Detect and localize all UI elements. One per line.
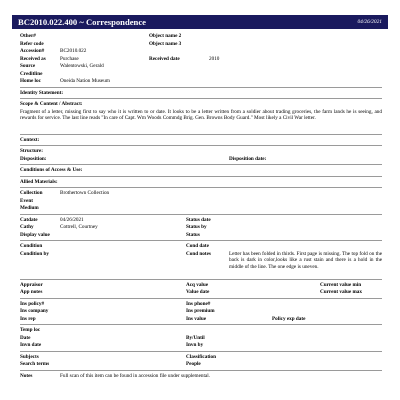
refer-code-label: Refer code [20, 40, 44, 47]
divider [20, 279, 382, 280]
allied-materials-label: Allied Materials: [20, 178, 58, 185]
record-title: BC2010.022.400 ~ Correspondence [18, 16, 146, 27]
app-notes-label: App notes [20, 289, 43, 295]
divider [20, 145, 382, 146]
subjects-label: Subjects [20, 353, 39, 360]
event-label: Event [20, 197, 33, 204]
record-body [20, 33, 382, 380]
condition-label: Condition [20, 243, 43, 249]
current-value-min-label: Current value min [320, 281, 362, 288]
ins-policy-label: Ins policy# [20, 300, 45, 307]
other-label: Other# [20, 33, 36, 39]
ins-premium-label: Ins premium [186, 308, 215, 314]
collection-value: Brothertown Collection [60, 190, 110, 196]
condition-by-label: Condition by [20, 250, 49, 257]
divider [20, 351, 382, 352]
cathy-label: Cathy [20, 224, 34, 230]
status-label: Status [186, 231, 200, 238]
notes-value: Full scan of this item can be found in accession file under supplemental. [60, 372, 210, 379]
received-as-label: Received as [20, 55, 46, 62]
divider [20, 176, 382, 177]
medium-label: Medium [20, 205, 39, 211]
divider [20, 298, 382, 299]
record-date: 04/26/2021 [357, 18, 382, 25]
status-by-label: Status by [186, 224, 207, 230]
identity-statement-label: Identity Statement: [20, 89, 64, 96]
object-name-2-label: Object name 2 [149, 33, 182, 39]
ins-rep-label: Ins rep [20, 315, 36, 322]
structure-label: Structure: [20, 148, 43, 154]
record-header [12, 15, 388, 29]
home-loc-label: Home loc [20, 78, 41, 84]
ins-value-label: Ins value [186, 315, 207, 322]
conditions-label: Conditions of Access & Use: [20, 167, 83, 173]
scope-text: Fragment of a letter, missing first to say who it is written to or date. It looks to be a letter written from a soldier about trading groceries, the farm lands he is seeing, and rewards for service. The last line reads "In care of Capt. Wm Woods Commdg Brig. Gen. Browns Body Guard." Most likely a Civil War letter. [20, 108, 382, 121]
cond-date-label: Cond date [186, 243, 209, 249]
disposition-date-label: Disposition date: [229, 155, 267, 162]
status-date-label: Status date [186, 216, 211, 223]
divider [20, 164, 382, 165]
source-value: Walentowski, Gerald [60, 63, 104, 69]
divider [20, 324, 382, 325]
cond-notes-label: Cond notes [186, 250, 211, 257]
context-label: Context: [20, 136, 40, 143]
invn-by-label: Invn by [186, 342, 204, 348]
policy-exp-date-label: Policy exp date [272, 315, 306, 322]
divider [20, 240, 382, 241]
current-value-max-label: Current value max [320, 289, 362, 295]
divider [20, 214, 382, 215]
classification-label: Classification [186, 353, 216, 360]
ins-phone-label: Ins phone# [186, 300, 211, 307]
object-name-3-label: Object name 3 [149, 40, 182, 47]
value-date-label: Value date [186, 289, 210, 295]
divider [20, 87, 382, 88]
source-label: Source [20, 63, 36, 69]
received-date-value: 2010 [209, 55, 220, 62]
divider [20, 98, 382, 99]
divider [20, 134, 382, 135]
divider [20, 187, 382, 188]
home-loc-value: Oneida Nation Museum [60, 78, 110, 84]
invn-date-label: Invn date [20, 342, 42, 348]
by-until-label: By/Until [186, 334, 205, 341]
creditline-label: Creditline [20, 70, 43, 77]
cathy-value: Cottrell, Courtney [60, 224, 98, 230]
received-date-label: Received date [149, 55, 180, 62]
scope-label: Scope & Content / Abstract: [20, 101, 83, 107]
acq-value-label: Acq value [186, 281, 209, 288]
appraisor-label: Appraisor [20, 281, 43, 288]
catdate-value: 04/26/2021 [60, 216, 84, 223]
ins-company-label: Ins company [20, 308, 49, 314]
received-as-value: Purchase [60, 55, 79, 62]
date-label: Date [20, 334, 31, 341]
collection-label: Collection [20, 190, 43, 196]
people-label: People [186, 361, 201, 367]
search-terms-label: Search terms [20, 361, 50, 367]
cond-notes-value: Letter has been folded in thirds. First page is missing. The top fold on the back is dark in color,looks like a rust stain and there is a hold in the middle of the line. The one edge is uneven. [229, 250, 382, 270]
display-value-label: Display value [20, 231, 50, 238]
notes-label: Notes [20, 372, 33, 379]
catdate-label: Catdate [20, 216, 38, 223]
accession-value: BC2010.022 [60, 48, 87, 54]
accession-label: Accession# [20, 48, 45, 54]
divider [20, 370, 382, 371]
temp-loc-label: Temp loc [20, 327, 41, 333]
disposition-label: Disposition: [20, 155, 47, 162]
